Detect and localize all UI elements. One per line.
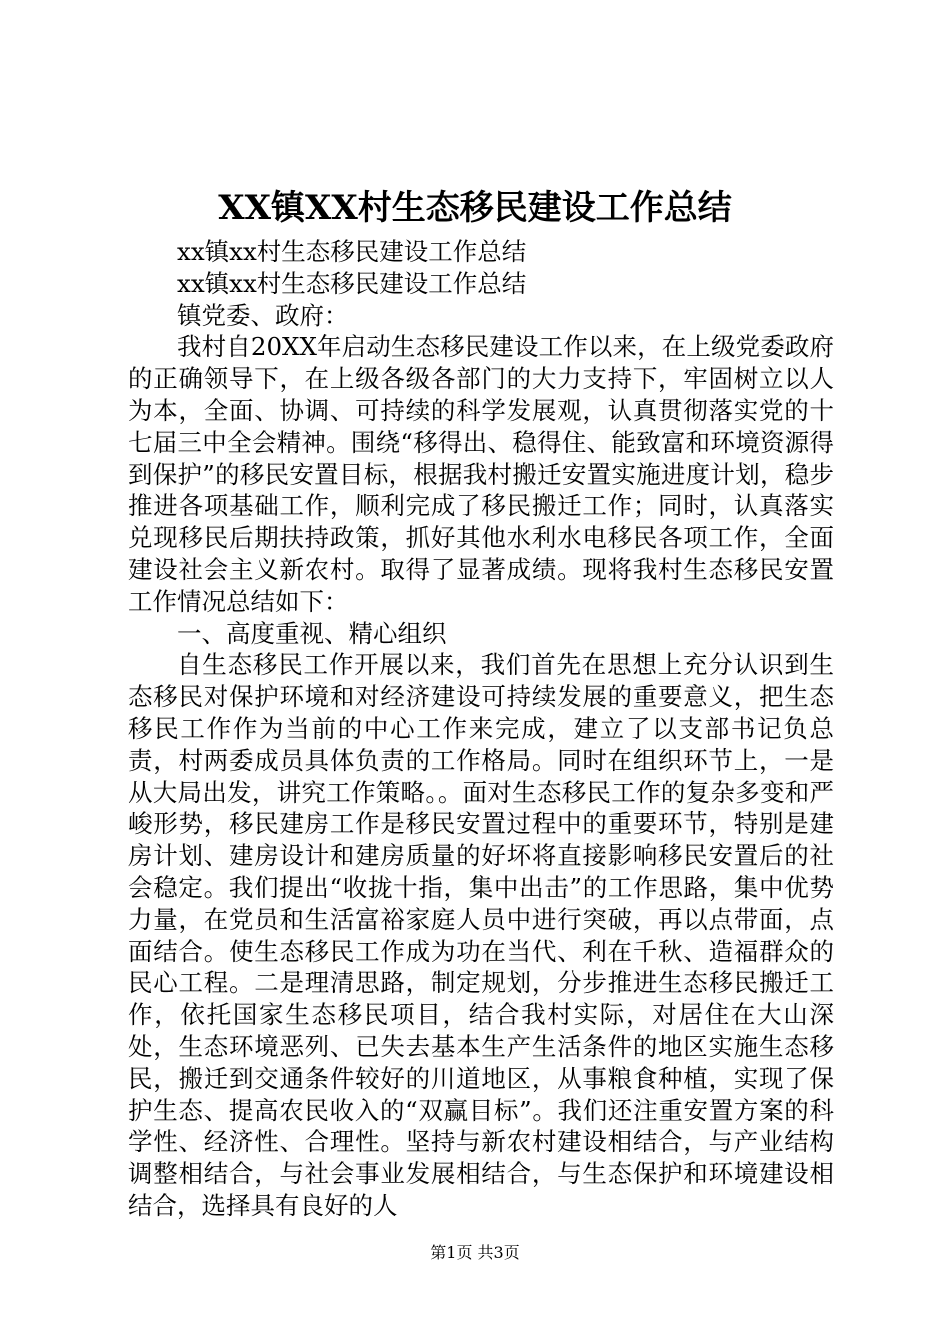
document-body [128, 236, 834, 1222]
intro-paragraph: 我村自20XX年启动生态移民建设工作以来，在上级党委政府的正确领导下，在上级各级各部门的大力支持下，牢固树立以人为本，全面、协调、可持续的科学发展观，认真贯彻落实党的十七届三中全会精神。围绕“移得出、稳得住、能致富和环境资源得到保护”的移民安置目标，根据我村搬迁安置实施进度计划，稳步推进各项基础工作，顺利完成了移民搬迁工作；同时，认真落实兑现移民后期扶持政策，抓好其他水利水电移民各项工作，全面建设社会主义新农村。取得了显著成绩。现将我村生态移民安置工作情况总结如下： [128, 332, 834, 616]
subtitle-line-2: xx镇xx村生态移民建设工作总结 [177, 268, 527, 298]
salutation: 镇党委、政府： [177, 300, 349, 330]
section-heading-1: 一、高度重视、精心组织 [177, 618, 447, 648]
document-title: XX镇XX村生态移民建设工作总结 [218, 188, 732, 228]
page-footer: 第1页 共3页 [430, 1243, 520, 1262]
subtitle-line-1: xx镇xx村生态移民建设工作总结 [177, 237, 527, 266]
section-1-paragraph: 自生态移民工作开展以来，我们首先在思想上充分认识到生态移民对保护环境和对经济建设可持续发展的重要意义，把生态移民工作作为当前的中心工作来完成，建立了以支部书记负总责，村两委成员具体负责的工作格局。同时在组织环节上，一是从大局出发，讲究工作策略。。面对生态移民工作的复杂多变和严峻形势，移民建房工作是移民安置过程中的重要环节，特别是建房计划、建房设计和建房质量的好坏将直接影响移民安置后的社会稳定。我们提出“收拢十指，集中出击”的工作思路，集中优势力量，在党员和生活富裕家庭人员中进行突破，再以点带面，点面结合。使生态移民工作成为功在当代、利在千秋、造福群众的民心工程。二是理清思路，制定规划，分步推进生态移民搬迁工作，依托国家生态移民项目，结合我村实际，对居住在大山深处，生态环境恶列、已失去基本生产生活条件的地区实施生态移民，搬迁到交通条件较好的川道地区，从事粮食种植，实现了保护生态、提高农民收入的“双赢目标”。我们还注重安置方案的科学性、经济性、合理性。坚持与新农村建设相结合，与产业结构调整相结合，与社会事业发展相结合，与生态保护和环境建设相结合，选择具有良好的人 [128, 650, 834, 1220]
